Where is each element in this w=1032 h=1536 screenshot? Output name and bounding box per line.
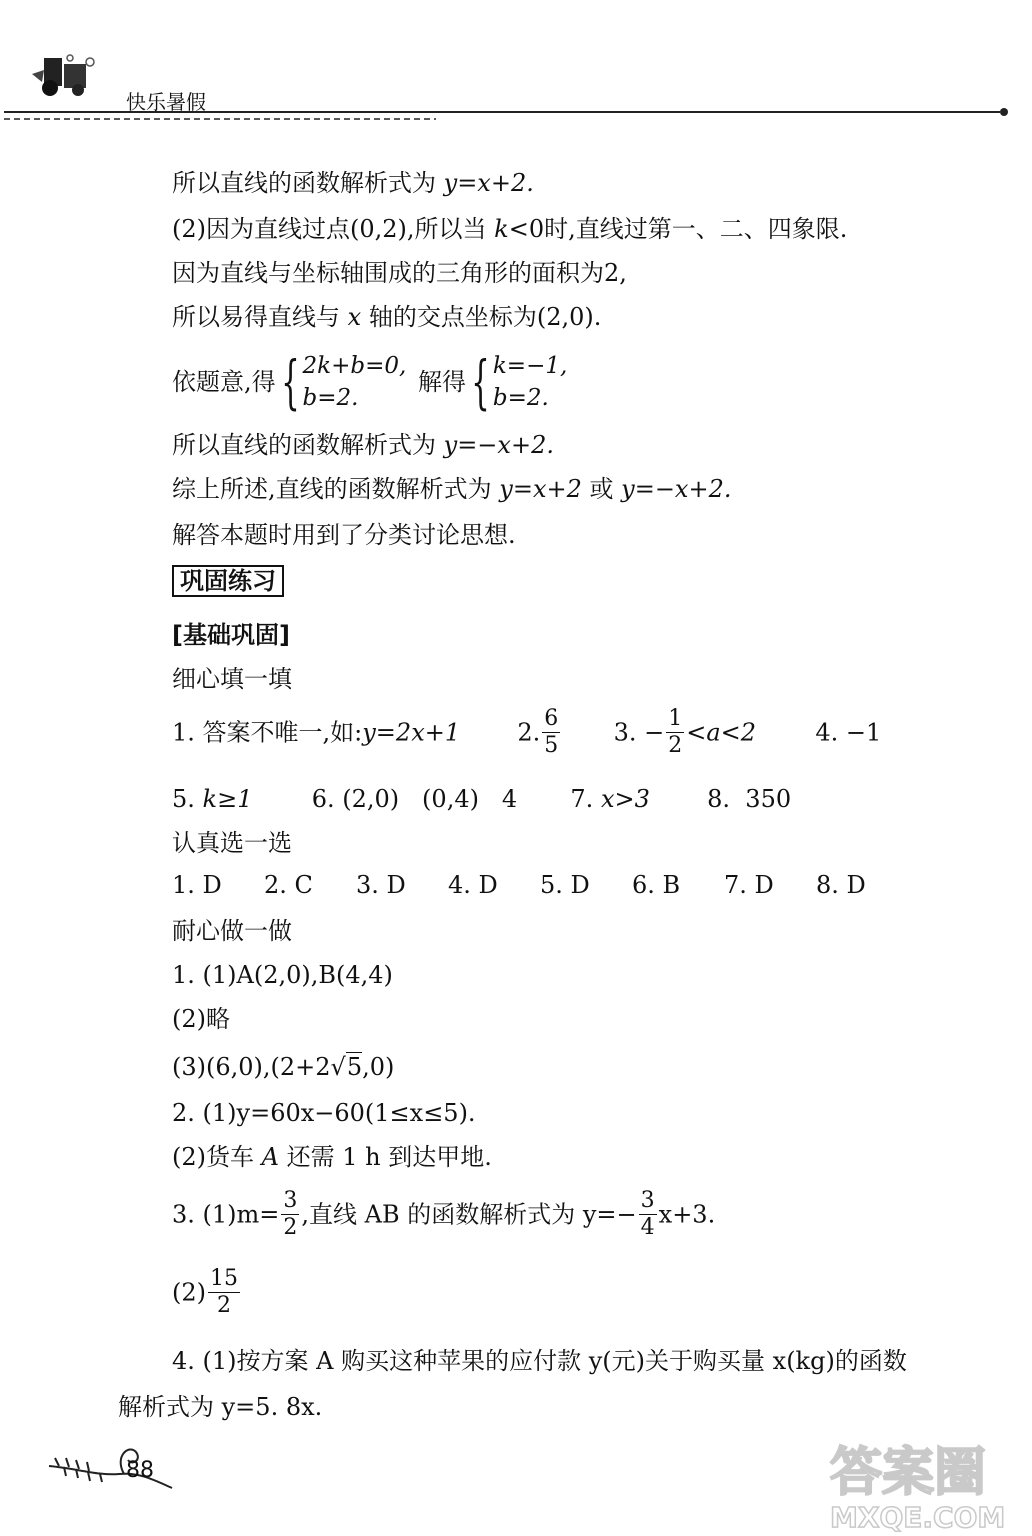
line-8: 解答本题时用到了分类讨论思想. [172,521,516,549]
choose-answer: 7. D [724,871,774,899]
watermark [830,1430,1026,1534]
choose-answer: 1. D [172,871,222,899]
watermark-url: MXQE.COM [830,1501,1006,1534]
cartoon-logo-icon [30,52,100,98]
line-3: 因为直线与坐标轴围成的三角形的面积为2, [172,259,627,287]
watermark-text: 答案圈 [830,1443,987,1503]
work-1-1: 1. (1)A(2,0),B(4,4) [172,961,393,989]
choose-answer: 5. D [540,871,590,899]
work-1-3: (3)(6,0),(2+2√5,0) [172,1053,395,1081]
choose-answer: 8. D [816,871,866,899]
work-2-2: (2)货车 A 还需 1 h 到达甲地. [172,1143,492,1171]
line-5-system: 依题意,得{ 2k+b=0, b=2. 解得{ k=−1, b=2. [172,348,568,416]
line-2: (2)因为直线过点(0,2),所以当 k<0时,直线过第一、二、四象限. [172,215,848,243]
choose-answer: 2. C [264,871,313,899]
work-3-2: (2) $\frac{15}{2}$ [172,1266,238,1318]
line-1: 所以直线的函数解析式为 y=x+2. [172,169,534,197]
line-6: 所以直线的函数解析式为 y=−x+2. [172,431,554,459]
header-logo [30,52,100,98]
fill-row-1: 1. 答案不唯一,如:y=2x+1 2. $\frac{6}{5}$ 3. − $\frac{1}{2}$ <a<2 4. −1 [172,706,882,758]
fill-row-2: 5. k≥1 6. (2,0) (0,4) 4 7. x>3 8. 350 [172,785,792,813]
choose-title: 认真选一选 [172,829,292,857]
vine-ornament-icon [44,1436,174,1496]
section-subtitle: [基础巩固] [172,621,290,649]
header-rule [0,108,1032,122]
choose-answers [172,870,876,900]
page-number: 88 [126,1458,154,1483]
work-3-1: 3. (1)m= $\frac{3}{2}$ ,直线 AB 的函数解析式为 y=− $\frac{3}{4}$ x+3. [172,1188,716,1240]
work-4-1: 4. (1)按方案 A 购买这种苹果的应付款 y(元)关于购买量 x(kg)的函数 [172,1347,907,1375]
choose-answer: 3. D [356,871,406,899]
work-2-1: 2. (1)y=60x−60(1≤x≤5). [172,1099,476,1127]
choose-answer: 4. D [448,871,498,899]
work-title: 耐心做一做 [172,917,292,945]
fill-title: 细心填一填 [172,665,292,693]
work-1-2: (2)略 [172,1005,230,1033]
line-4: 所以易得直线与 x 轴的交点坐标为(2,0). [172,303,602,331]
line-7: 综上所述,直线的函数解析式为 y=x+2 或 y=−x+2. [172,475,732,503]
work-4-2: 解析式为 y=5. 8x. [118,1393,323,1421]
header-title: 快乐暑假 [126,90,206,114]
footer-ornament [44,1436,174,1500]
choose-answer: 6. B [632,871,681,899]
section-box-title: 巩固练习 [172,566,284,596]
